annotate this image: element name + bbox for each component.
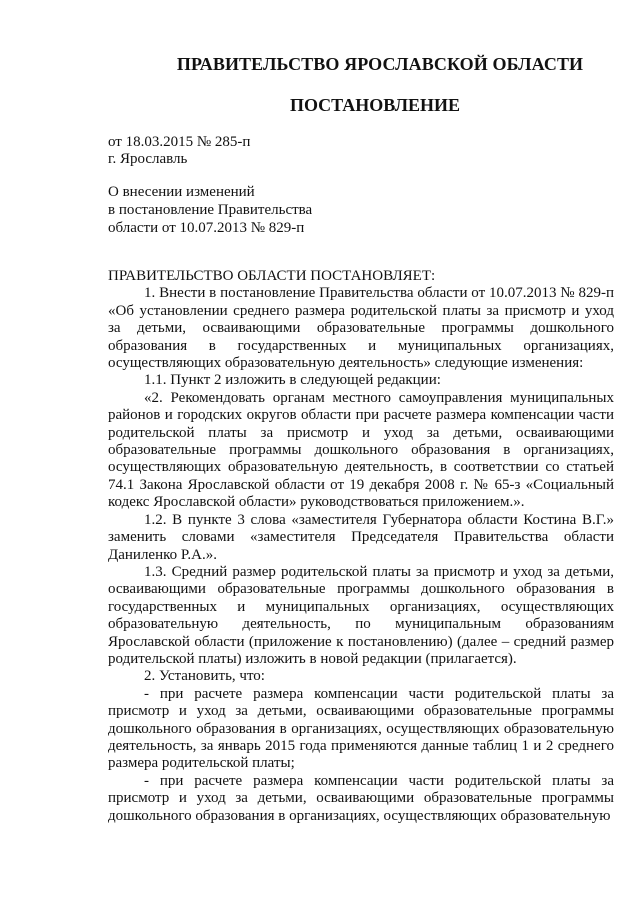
preamble: ПРАВИТЕЛЬСТВО ОБЛАСТИ ПОСТАНОВЛЯЕТ: bbox=[108, 268, 436, 284]
subject-line-1: О внесении изменений bbox=[108, 184, 255, 200]
subject-line-3: области от 10.07.2013 № 829-п bbox=[108, 220, 305, 236]
paragraph-1-3: 1.3. Средний размер родительской платы за присмотр и уход за детьми, осваивающими образовательные программы дошкольного образования в государственных и муниципальных организациях, осуществляющих образовательную деятельность, по муниципальным образованиям Ярославской области (приложение к постановлению) (далее – средний размер родительской платы) изложить в новой редакции (прилагается). bbox=[108, 563, 614, 667]
document-subject bbox=[108, 183, 312, 237]
document-meta bbox=[108, 134, 250, 168]
document-body bbox=[108, 268, 614, 825]
paragraph-1-2: 1.2. В пункте 3 слова «заместителя Губернатора области Костина В.Г.» заменить словами «заместителя Председателя Правительства области Даниленко Р.А.». bbox=[108, 511, 614, 563]
paragraph-2-item-b: - при расчете размера компенсации части родительской платы за присмотр и уход за детьми, осваивающими образовательные программы дошкольного образования в организациях, осуществляющих образовательную bbox=[108, 772, 614, 824]
date-number-line: от 18.03.2015 № 285-п bbox=[108, 134, 251, 150]
document-type-heading: ПОСТАНОВЛЕНИЕ bbox=[289, 95, 461, 115]
paragraph-2-item-a: - при расчете размера компенсации части родительской платы за присмотр и уход за детьми, осваивающими образовательные программы дошкольного образования в организациях, осуществляющих образовательную деятельность, за январь 2015 года применяются данные таблиц 1 и 2 среднего размера родительской платы; bbox=[108, 685, 614, 772]
paragraph-1-1-quote: «2. Рекомендовать органам местного самоуправления муниципальных районов и городских округов области при расчете размера компенсации части родительской платы за присмотр и уход за детьми, осваивающими образовательные программы дошкольного образования в организациях, осуществляющих образовательную деятельность, в соответствии со статьей 74.1 Закона Ярославской области от 19 декабря 2008 г. № 65-з «Социальный кодекс Ярославской области» руководствоваться приложением.». bbox=[108, 389, 614, 511]
paragraph-1: 1. Внести в постановление Правительства области от 10.07.2013 № 829-п «Об установлении среднего размера родительской платы за присмотр и уход за детьми, осваивающими образовательные программы дошкольного образования в государственных и муниципальных организациях, осуществляющих образовательную деятельность» следующие изменения: bbox=[108, 285, 614, 372]
paragraph-2: 2. Установить, что: bbox=[144, 668, 265, 685]
subject-line-2: в постановление Правительства bbox=[108, 202, 313, 218]
organization-title: ПРАВИТЕЛЬСТВО ЯРОСЛАВСКОЙ ОБЛАСТИ bbox=[176, 54, 584, 74]
paragraph-1-1: 1.1. Пункт 2 изложить в следующей редакции: bbox=[144, 372, 441, 389]
city-line: г. Ярославль bbox=[108, 151, 188, 167]
